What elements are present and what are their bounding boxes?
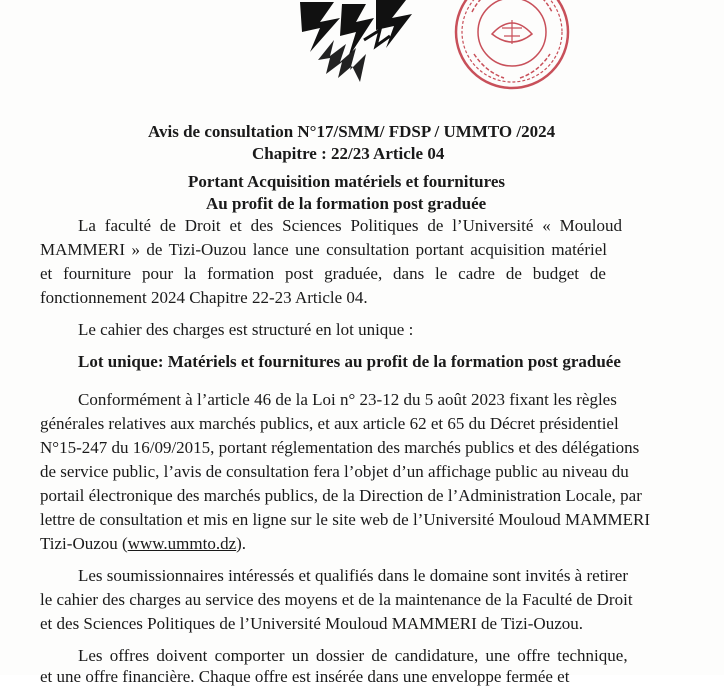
paragraph-3-line-7-suffix: ). — [236, 534, 247, 553]
paragraph-3-line-5: portail électronique des marchés publics, de la Direction de l’Administration Locale, par — [40, 486, 642, 505]
ummto-university-logo-icon — [290, 0, 420, 92]
notice-title-line-2: Chapitre : 22/23 Article 04 — [252, 144, 445, 163]
paragraph-2-line-1: Le cahier des charges est structuré en lot unique : — [78, 320, 414, 339]
paragraph-4-line-3: et des Sciences Politiques de l’Université Mouloud MAMMERI de Tizi-Ouzou. — [40, 614, 584, 633]
paragraph-3-line-7 — [40, 532, 246, 556]
lot-unique-line: Lot unique: Matériels et fournitures au profit de la formation post graduée — [78, 352, 621, 371]
paragraph-3-line-4: de service public, l’avis de consultation fera l’objet d’un affichage public au niveau du — [40, 462, 629, 481]
paragraph-1-line-4: fonctionnement 2024 Chapitre 22-23 Article 04. — [40, 288, 368, 307]
algerian-republic-seal-icon — [452, 0, 572, 92]
ummto-website-link[interactable]: www.ummto.dz — [127, 534, 237, 553]
paragraph-1-line-1: La faculté de Droit et des Sciences Politiques de l’Université « Mouloud — [78, 216, 622, 235]
paragraph-4-line-2: le cahier des charges au service des moyens et de la maintenance de la Faculté de Droit — [40, 590, 633, 609]
paragraph-1-line-3: et fourniture pour la formation post graduée, dans le cadre de budget de — [40, 264, 606, 283]
paragraph-5-line-1: Les offres doivent comporter un dossier de candidature, une offre technique, — [78, 646, 628, 665]
subject-line-2: Au profit de la formation post graduée — [206, 194, 487, 213]
paragraph-3-line-2: générales relatives aux marchés publics, et aux article 62 et 65 du Décret présidentiel — [40, 414, 619, 433]
paragraph-3-line-1: Conformément à l’article 46 de la Loi n° 23-12 du 5 août 2023 fixant les règles — [78, 390, 617, 409]
paragraph-3-line-7-prefix: Tizi-Ouzou ( — [40, 534, 128, 553]
paragraph-1-line-2: MAMMERI » de Tizi-Ouzou lance une consultation portant acquisition matériel — [40, 240, 608, 259]
subject-line-1: Portant Acquisition matériels et fournitures — [188, 172, 505, 191]
paragraph-3-line-3: N°15-247 du 16/09/2015, portant réglementation des marchés publics et des délégations — [40, 438, 640, 457]
paragraph-5-line-2: et une offre financière. Chaque offre est insérée dans une enveloppe fermée et — [40, 667, 570, 686]
notice-title-line-1: Avis de consultation N°17/SMM/ FDSP / UMMTO /2024 — [148, 122, 556, 141]
paragraph-4-line-1: Les soumissionnaires intéressés et qualifiés dans le domaine sont invités à retirer — [78, 566, 629, 585]
paragraph-3-line-6: lettre de consultation et mis en ligne sur le site web de l’Université Mouloud MAMMERI — [40, 510, 650, 529]
